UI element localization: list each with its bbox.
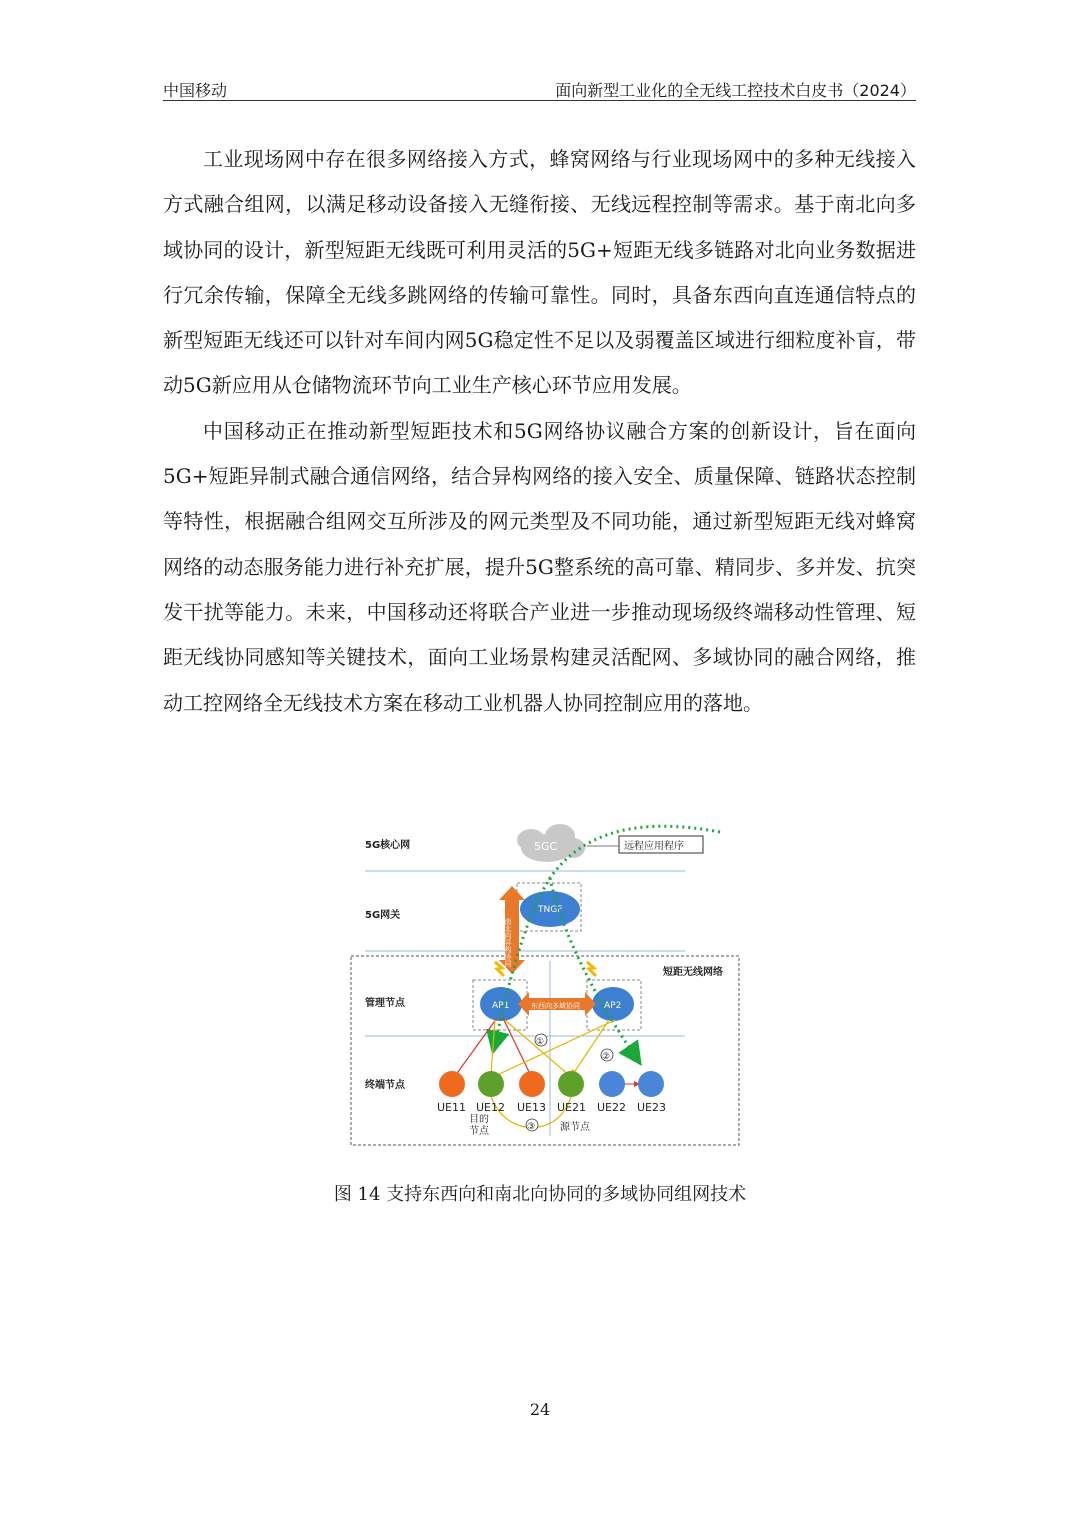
- marker-1-label: ①: [536, 1037, 545, 1047]
- dest-node-label-box: [469, 1114, 499, 1146]
- ue22-node: [599, 1071, 625, 1097]
- ue12-node: [478, 1071, 504, 1097]
- ue13-label: UE13: [517, 1101, 546, 1114]
- ap2-label: AP2: [604, 1001, 622, 1011]
- east-west-label: 东西向多域协同: [531, 1002, 580, 1010]
- page-number: 24: [529, 1400, 551, 1419]
- tngf-label: TNGF: [538, 905, 563, 915]
- figure-14: [345, 818, 745, 1153]
- yellow-link: [573, 1020, 609, 1074]
- ue21-label: UE21: [557, 1101, 586, 1114]
- yellow-link: [505, 1020, 570, 1076]
- header-org: 中国移动: [163, 81, 228, 100]
- src-node-label: 源节点: [560, 1122, 590, 1133]
- layer-label-mgmt: 管理节点: [365, 998, 405, 1009]
- lightning-icon: [587, 962, 596, 976]
- layer-label-core: 5G核心网: [365, 840, 411, 851]
- north-south-label: 南北向异构协同: [504, 918, 512, 967]
- ue11-label: UE11: [437, 1101, 466, 1114]
- ue23-label: UE23: [637, 1101, 666, 1114]
- paragraph-2: 中国移动正在推动新型短距技术和5G网络协议融合方案的创新设计，旨在面向5G+短距异制式融合通信网络，结合异构网络的接入安全、质量保障、链路状态控制等特性，根据融合组网交互所涉及的网元类型及不同功能，通过新型短距无线对蜂窝网络的动态服务能力进行补充扩展，提升5G整系统的高可靠、精同步、多并发、抗突发干扰等能力。未来，中国移动还将联合产业进一步推动现场级终端移动性管理、短距无线协同感知等关键技术，面向工业场景构建灵活配网、多域协同的融合网络，推动工控网络全无线技术方案在移动工业机器人协同控制应用的落地。: [163, 418, 916, 715]
- network-diagram: [345, 818, 745, 1153]
- layer-label-terminal: 终端节点: [365, 1080, 405, 1091]
- yellow-link: [495, 1020, 615, 1076]
- short-range-network-box: [351, 956, 739, 1145]
- dest-node-label: 目的节点: [469, 1114, 489, 1137]
- yellow-link: [491, 1020, 495, 1074]
- ue11-node: [439, 1071, 465, 1097]
- short-range-label: 短距无线网络: [663, 967, 723, 978]
- ue13-node: [519, 1071, 545, 1097]
- ue22-label: UE22: [597, 1101, 626, 1114]
- red-link: [455, 1018, 497, 1076]
- lightning-icon: [495, 962, 504, 976]
- header-doc-title: 面向新型工业化的全无线工控技术白皮书（2024）: [555, 81, 916, 100]
- cloud-5gc-label: 5GC: [534, 840, 558, 853]
- layer-label-gateway: 5G网关: [365, 910, 401, 921]
- header-rule: [163, 100, 916, 101]
- remote-app-label: 远程应用程序: [624, 841, 684, 852]
- ue21-node: [558, 1071, 584, 1097]
- ue12-label: UE12: [476, 1101, 505, 1114]
- ue23-node: [638, 1071, 664, 1097]
- north-south-arrow: [499, 886, 525, 974]
- body-text: [163, 137, 916, 726]
- ap1-label: AP1: [492, 1001, 510, 1011]
- marker-3-label: ③: [527, 1122, 536, 1132]
- paragraph-1: 工业现场网中存在很多网络接入方式，蜂窝网络与行业现场网中的多种无线接入方式融合组网，以满足移动设备接入无缝衔接、无线远程控制等需求。基于南北向多域协同的设计，新型短距无线既可利用灵活的5G+短距无线多链路对北向业务数据进行冗余传输，保障全无线多跳网络的传输可靠性。同时，具备东西向直连通信特点的新型短距无线还可以针对车间内网5G稳定性不足以及弱覆盖区域进行细粒度补盲，带动5G新应用从仓储物流环节向工业生产核心环节应用发展。: [163, 147, 916, 398]
- marker-2-label: ②: [602, 1052, 611, 1062]
- figure-caption: 图 14 支持东西向和南北向协同的多域协同组网技术: [333, 1184, 747, 1205]
